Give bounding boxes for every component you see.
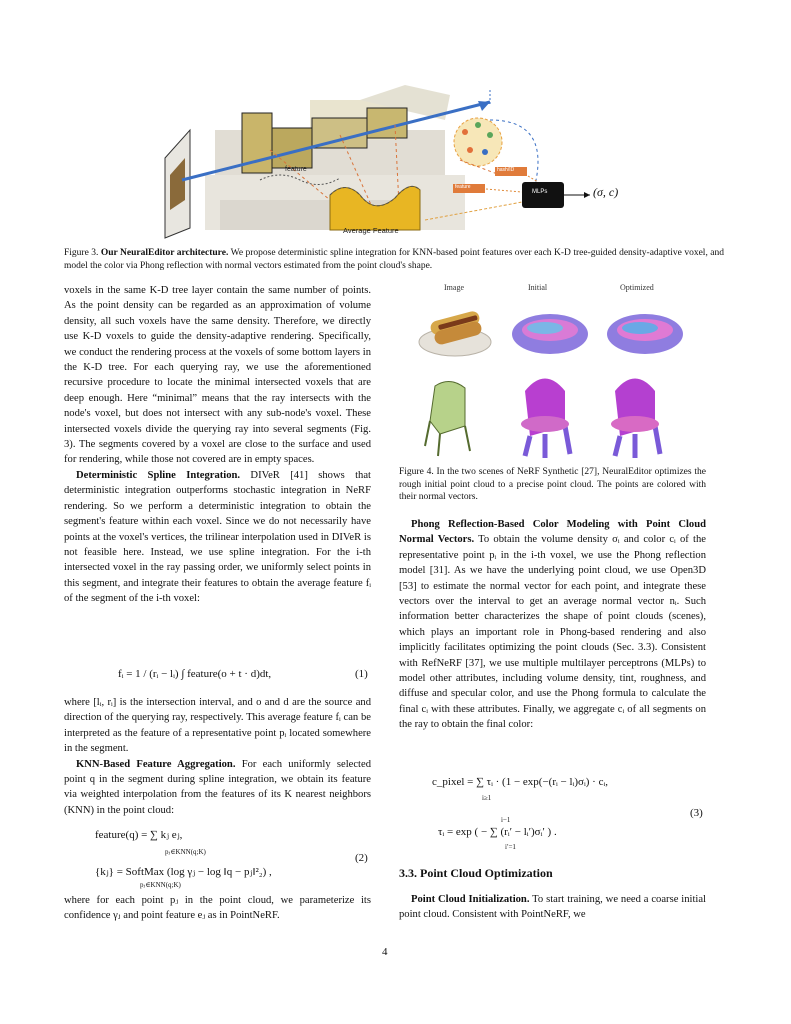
paragraph-phong: Phong Reflection-Based Color Modeling with Point Cloud Normal Vectors. To obtain the volume density σᵢ and color cᵢ of the representative point pᵢ in the i-th voxel, we use the Phong reflection model [31]. As we have the underlying point cloud, we use Open3D [53] to estimate the normal vector for each point, and integrate these vectors over the interval to get an average normal vector nᵢ. Such information better characterizes the shape of point clouds (scenes), which plays an important role in Phong-based rendering and also implicitly facilitates optimizing the point clouds (Sec. 3.3). Consistent with RefNeRF [37], we use multiple multilayer perceptrons (MLPs) to model other attributes, including volume density, tint, roughness, and diffuse and specular color, and use the Phong formula to calculate the final cᵢ with these attributes. Finally, we aggregate cᵢ of all segments on the ray to obtain the final color: bbox=[399, 519, 706, 731]
figure-4-col-image: Image bbox=[444, 283, 464, 292]
hotdog-initial-pointcloud bbox=[512, 314, 588, 354]
figure-4-images bbox=[410, 296, 710, 461]
mlps-box bbox=[522, 182, 564, 208]
equation-3a-subscript: i≥1 bbox=[482, 794, 492, 802]
paragraph-initialization: Point Cloud Initialization. To start training, we need a coarse initial point cloud. Consistent with PointNeRF, we bbox=[399, 894, 706, 921]
equation-3a: c_pixel = ∑ τᵢ · (1 − exp(−(rᵢ − lᵢ)σᵢ) · cᵢ, bbox=[432, 776, 609, 788]
equation-3b-superscript: i−1 bbox=[501, 816, 511, 824]
figure-4-col-optimized: Optimized bbox=[620, 283, 654, 292]
hotdog-optimized-pointcloud bbox=[607, 314, 683, 354]
paragraph-knn: KNN-Based Feature Aggregation. For each uniformly selected point q in the segment during spline integration, we obtain its feature via weighted interpolation from the features of its K nearest neighbors (KNN) in the point cloud: bbox=[64, 758, 371, 816]
equation-2-number: (2) bbox=[355, 852, 368, 864]
page-number: 4 bbox=[382, 946, 388, 958]
equation-2a: feature(q) = ∑ kⱼ eⱼ, bbox=[95, 829, 183, 841]
average-feature-label: Average Feature bbox=[343, 226, 399, 235]
output-label: (σ, c) bbox=[593, 185, 619, 199]
paragraph-interval: where [lᵢ, rᵢ] is the intersection interval, and o and d are the source and direction of the querying ray, respectively. This average feature fᵢ can be interpreted as the feature of a representative point pᵢ located somewhere in the segment. bbox=[64, 697, 371, 755]
figure-3-diagram bbox=[160, 80, 630, 242]
chair-optimized-pointcloud bbox=[611, 379, 660, 459]
hash-label: hash/ID bbox=[497, 167, 515, 173]
equation-3b-subscript: i′=1 bbox=[505, 843, 516, 851]
equation-3-number: (3) bbox=[690, 807, 703, 819]
left-column bbox=[64, 283, 371, 607]
mlps-label: MLPs bbox=[532, 189, 548, 195]
equation-1: fᵢ = 1 / (rᵢ − lᵢ) ∫ feature(o + t · d)dt, bbox=[118, 668, 272, 680]
equation-2a-subscript: pⱼ∈KNN(q;K) bbox=[165, 848, 206, 856]
hotdog-image bbox=[419, 310, 491, 356]
equation-3b: τᵢ = exp ( − ∑ (rᵢ′ − lᵢ′)σᵢ′ ) . bbox=[438, 826, 557, 838]
equation-2b: {kⱼ} = SoftMax (log γⱼ − log ‖q − pⱼ‖²₂) , bbox=[95, 866, 272, 878]
chair-initial-pointcloud bbox=[521, 379, 570, 459]
section-heading-point-cloud-optimization: 3.3. Point Cloud Optimization bbox=[399, 866, 553, 880]
paragraph-confidence: where for each point pⱼ in the point cloud, we parameterize its confidence γⱼ and point feature eⱼ as in PointNeRF. bbox=[64, 895, 371, 922]
image-plane bbox=[165, 130, 190, 238]
left-column-cont bbox=[64, 695, 371, 818]
knn-sphere bbox=[454, 118, 502, 166]
feature-box-label: feature bbox=[455, 184, 471, 190]
figure-4-caption: Figure 4. In the two scenes of NeRF Synthetic [27], NeuralEditor optimizes the rough initial point cloud to a precise point cloud. The points are colored with their normal vectors. bbox=[399, 467, 706, 502]
paragraph-spline: Deterministic Spline Integration. DIVeR [41] shows that deterministic integration outperforms stochastic integration in NeRF rendering. So we perform a deterministic integration to obtain the segment's feature within each voxel. Since we do not necessarily have points at the voxel's vertices, the trilinear interpolation used in DIVeR is not feasible here. Instead, we use spline integration. For the i-th intersected voxel in the ray passing order, we uniformly select points in this segment, and integrate their features to obtain the average feature fᵢ of the segment of the i-th voxel: bbox=[64, 469, 371, 605]
feature-top-label: feature bbox=[285, 166, 307, 173]
chair-image bbox=[425, 381, 470, 456]
equation-2b-subscript: pⱼ∈KNN(q;K) bbox=[140, 881, 181, 889]
paragraph-voxels: voxels in the same K-D tree layer contain the same number of points. As the point density can be regarded as an approximation of volume density, all such voxels have the same density. Therefore, we directly use K-D voxels to guide the density-adaptive rendering. Specifically, we conduct the rendering process at the voxels of some bottom layers in the K-D tree. For each querying ray, we use the aforementioned recursive procedure to locate the minimal intersected voxels that are deep enough. Here “minimal” means that the ray intersects with the node's voxel, but does not intersect with any sub-node's voxel. These intersected voxels divide the querying ray into several segments (Fig. 3). The segments covered by a voxel are close to the surface and used for rendering, while those not covered are in empty spaces. bbox=[64, 285, 371, 466]
figure-4-col-initial: Initial bbox=[528, 283, 548, 292]
figure-3-caption: Figure 3. Our NeuralEditor architecture. We propose deterministic spline integration for KNN-based point features over each K-D tree-guided density-adaptive voxel, and model the color via Phong reflection with normal vectors estimated from the point cloud's shape. bbox=[64, 248, 724, 271]
figure-3-svg bbox=[160, 80, 630, 242]
equation-1-number: (1) bbox=[355, 668, 368, 680]
